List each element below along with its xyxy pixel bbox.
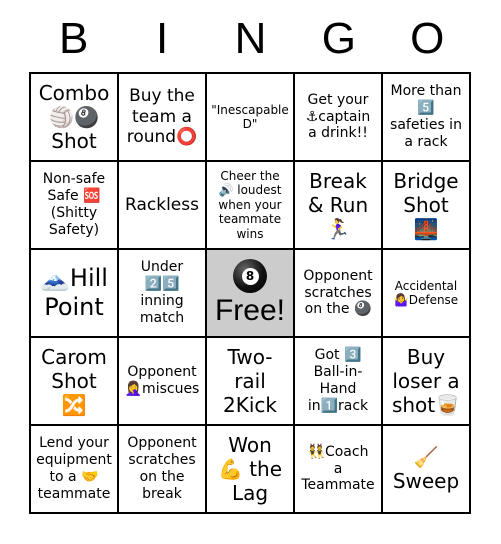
bingo-cell-o5[interactable]: 🧹 Sweep — [383, 426, 469, 512]
eight-ball-icon — [233, 259, 267, 293]
free-space[interactable] — [207, 250, 293, 336]
header-letter-o: O — [410, 14, 446, 63]
bingo-cell-i4[interactable]: Opponent 🤦‍♀️miscues — [119, 338, 205, 424]
bingo-cell-i1[interactable]: Buy the team a round⭕ — [119, 74, 205, 160]
header-letter-i: I — [155, 14, 170, 63]
bingo-cell-b1[interactable]: Combo 🏐🎱 Shot — [31, 74, 117, 160]
bingo-cell-g5[interactable]: 👯Coach a Teammate — [295, 426, 381, 512]
bingo-cell-n4[interactable]: Two- rail 2Kick — [207, 338, 293, 424]
bingo-cell-o2[interactable]: Bridge Shot 🌉 — [383, 162, 469, 248]
bingo-cell-o3[interactable]: Accidental 🤷‍♀️Defense — [383, 250, 469, 336]
bingo-cell-n2[interactable]: Cheer the 🔊 loudest when your teammate wins — [207, 162, 293, 248]
bingo-grid — [29, 72, 471, 514]
bingo-cell-g3[interactable]: Opponent scratches on the 🎱 — [295, 250, 381, 336]
bingo-cell-g4[interactable]: Got 3️⃣ Ball-in- Hand in1️⃣rack — [295, 338, 381, 424]
bingo-cell-o1[interactable]: More than 5️⃣ safeties in a rack — [383, 74, 469, 160]
bingo-header — [30, 0, 472, 72]
bingo-cell-i5[interactable]: Opponent scratches on the break — [119, 426, 205, 512]
bingo-cell-b4[interactable]: Carom Shot 🔀 — [31, 338, 117, 424]
bingo-cell-b2[interactable]: Non-safe Safe 🆘 (Shitty Safety) — [31, 162, 117, 248]
free-space-label: Free! — [214, 294, 286, 328]
header-letter-n: N — [234, 14, 268, 63]
eight-ball-number: 8 — [242, 268, 259, 285]
bingo-cell-n5[interactable]: Won 💪 the Lag — [207, 426, 293, 512]
header-letter-g: G — [321, 14, 357, 63]
bingo-cell-i2[interactable]: Rackless — [119, 162, 205, 248]
header-letter-b: B — [59, 14, 90, 63]
bingo-cell-g2[interactable]: Break & Run 🏃‍♀️ — [295, 162, 381, 248]
bingo-cell-g1[interactable]: Get your ⚓captain a drink!! — [295, 74, 381, 160]
bingo-cell-b3[interactable]: 🗻Hill Point — [31, 250, 117, 336]
bingo-cell-i3[interactable]: Under 2️⃣5️⃣ inning match — [119, 250, 205, 336]
bingo-cell-n1[interactable]: "Inescapable D" — [207, 74, 293, 160]
bingo-cell-o4[interactable]: Buy loser a shot🥃 — [383, 338, 469, 424]
bingo-cell-b5[interactable]: Lend your equipment to a 🤝 teammate — [31, 426, 117, 512]
